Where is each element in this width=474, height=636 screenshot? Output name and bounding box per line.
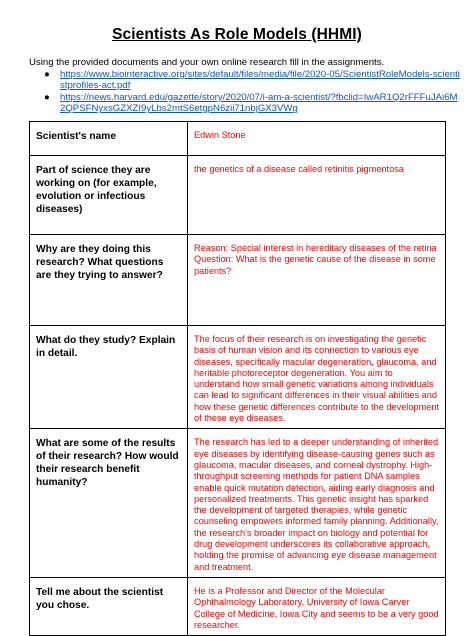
answer-cell[interactable]: The focus of their research is on investigating the genetic basis of human vision and its connection to various eye diseases, specifically macular degeneration, glaucoma, and heritable photoreceptor degeneration. You aim to understand how small genetic variations among individuals can lead to significant differences in their visual abilities and how these genetic differences contribute to the development of these eye diseases. bbox=[188, 326, 446, 429]
table-row bbox=[30, 577, 446, 635]
question-cell: Why are they doing this research? What questions are they trying to answer? bbox=[30, 235, 188, 326]
link-list bbox=[44, 69, 460, 115]
question-cell: Part of science they are working on (for example, evolution or infectious diseases) bbox=[30, 156, 188, 235]
link-item bbox=[44, 92, 460, 115]
biointeractive-link[interactable]: https://www.biointeractive.org/sites/default/files/media/file/2020-05/ScientistRoleModels-scientistprofiles-act.pdf bbox=[60, 69, 460, 92]
bullet-icon: ● bbox=[44, 69, 50, 80]
table-row bbox=[30, 326, 446, 429]
question-cell: Scientist's name bbox=[30, 122, 188, 156]
question-cell: What do they study? Explain in detail. bbox=[30, 326, 188, 429]
question-cell: What are some of the results of their research? How would their research benefit humanity? bbox=[30, 429, 188, 578]
table-row bbox=[30, 156, 446, 235]
harvard-gazette-link[interactable]: https://news.harvard.edu/gazette/story/2020/07/i-am-a-scientist/?fbclid=IwAR1Q2rFFFuJAi6M2QPSFNyxsGZXZI9yLbs2mtS6etgpN6zii71nbjGX3VWg bbox=[60, 91, 458, 115]
link-item bbox=[44, 69, 460, 92]
table-row bbox=[30, 235, 446, 326]
answer-cell[interactable]: Reason: Special interest in hereditary diseases of the retina Question: What is the genetic cause of the disease in some patients? bbox=[188, 235, 446, 326]
answer-cell[interactable]: The research has led to a deeper understanding of inherited eye diseases by identifying disease-causing genes such as glaucoma, macular diseases, and corneal dystrophy. High-throughput screening methods for patient DNA samples enable quick mutation detection, aiding early diagnosis and personalized treatments. This genetic insight has sparked the development of targeted therapies, while genetic counseling empowers informed family planning. Additionally, the research's broader impact on biology and potential for drug development underscores its collaborative approach, holding the promise of advancing eye disease management and treatment. bbox=[188, 429, 446, 578]
answer-cell[interactable]: Edwin Stone bbox=[188, 122, 446, 156]
table-row bbox=[30, 122, 446, 156]
intro-text: Using the provided documents and your own online research fill in the assignments. bbox=[29, 57, 385, 68]
page-title: Scientists As Role Models (HHMI) bbox=[112, 26, 362, 43]
table-row bbox=[30, 429, 446, 578]
answer-cell[interactable]: He is a Professor and Director of the Molecular Ophthalmology Laboratory, University of Iowa Carver College of Medicine, Iowa City and seems to be a very good researcher. bbox=[188, 577, 446, 635]
assignment-table bbox=[29, 121, 446, 636]
answer-cell[interactable]: the genetics of a disease called retinitis pigmentosa bbox=[188, 156, 446, 235]
bullet-icon: ● bbox=[44, 91, 50, 103]
question-cell: Tell me about the scientist you chose. bbox=[30, 577, 188, 635]
